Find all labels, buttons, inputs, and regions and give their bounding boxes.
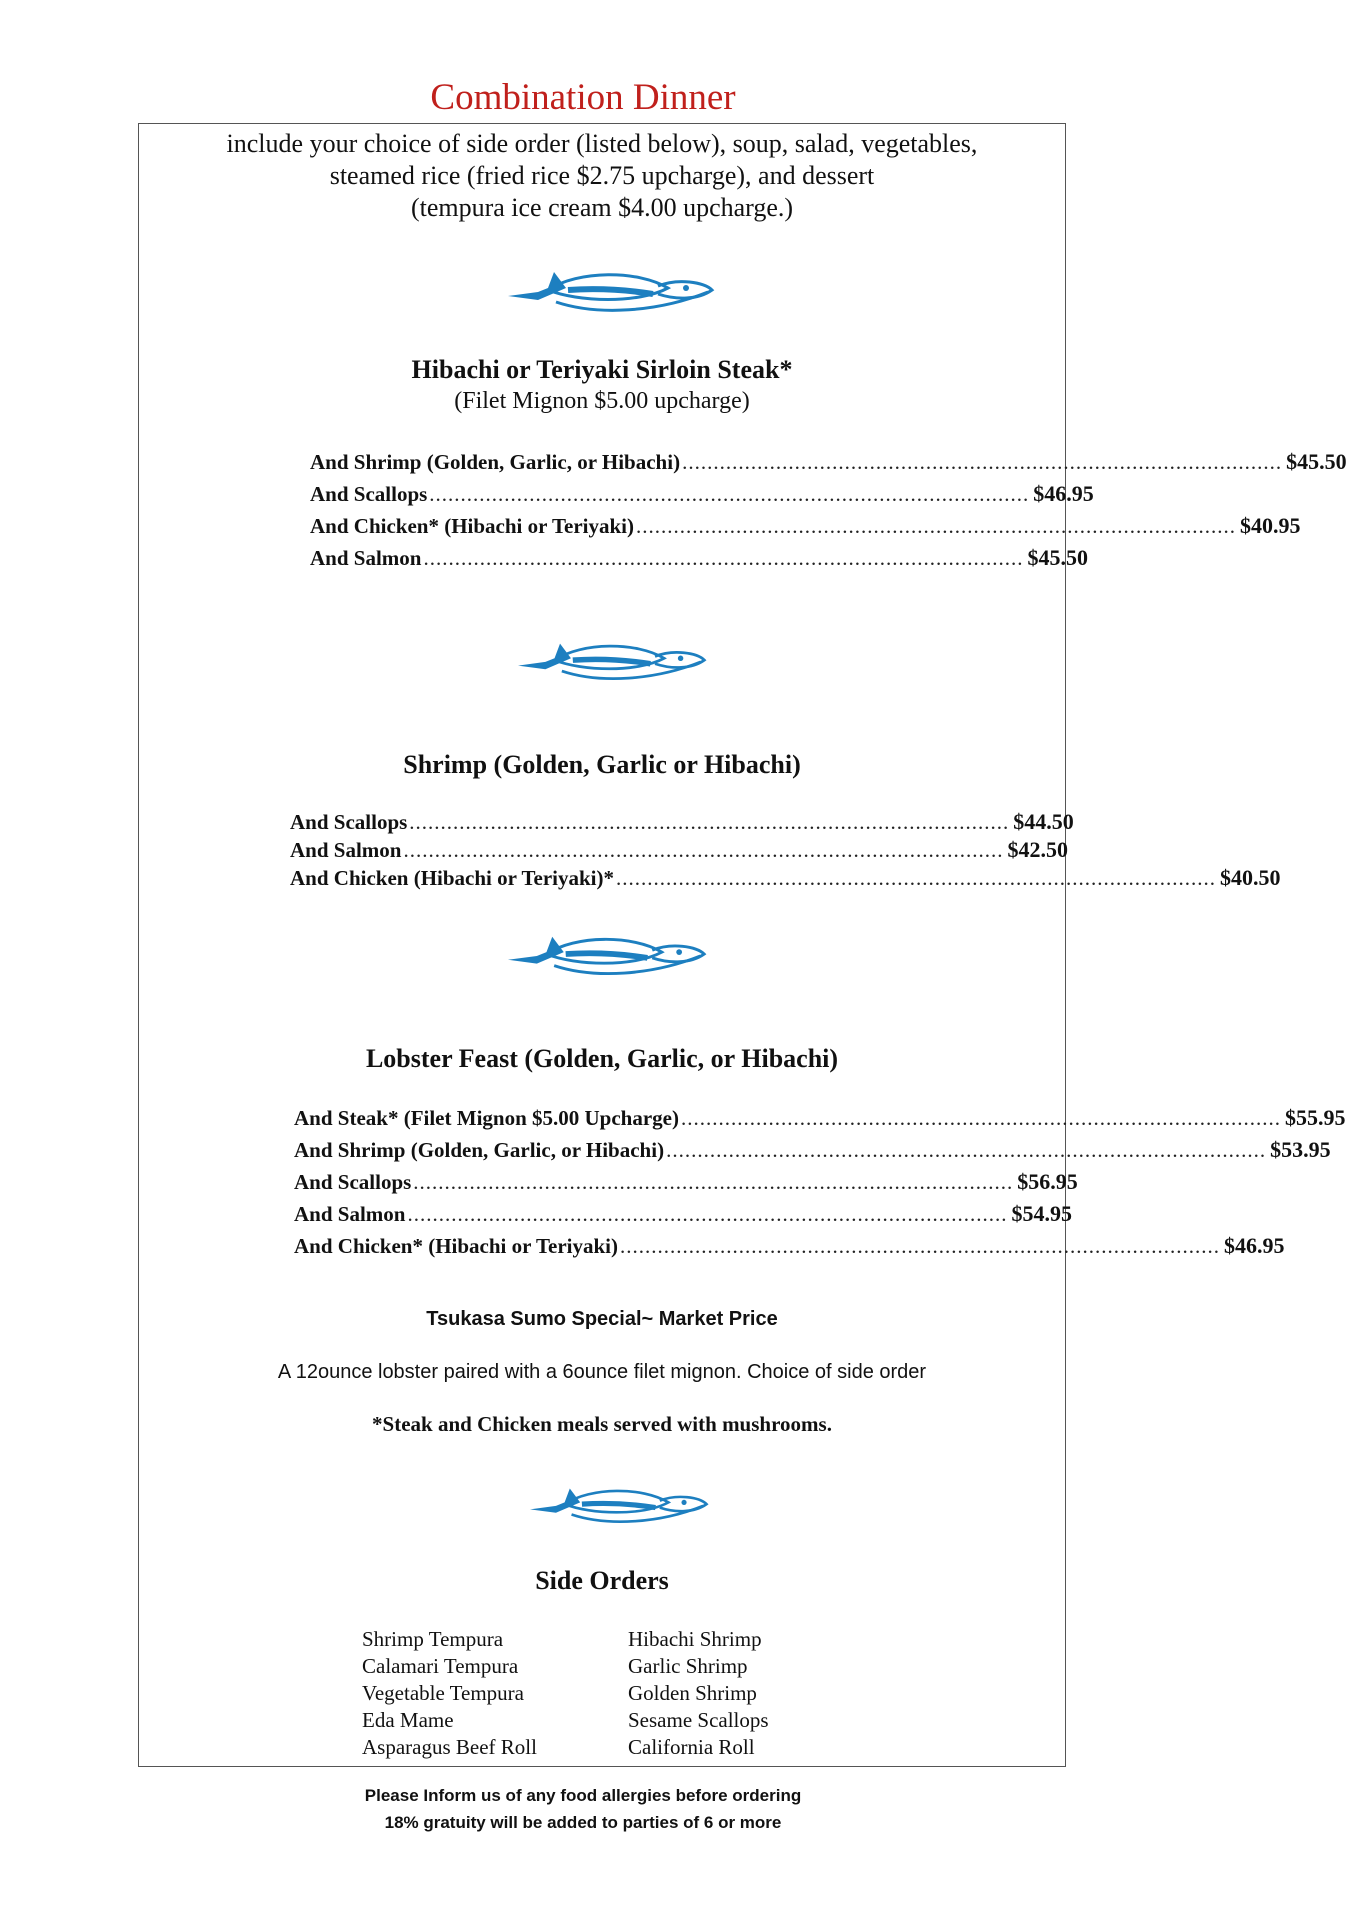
menu-item: And Chicken (Hibachi or Teriyaki)* ................................................................................................ $40.50 xyxy=(290,865,1281,890)
menu-item: And Scallops ................................................................................................ $46.95 xyxy=(310,481,1094,506)
gratuity-note: 18% gratuity will be added to parties of 6 or more xyxy=(384,1813,782,1832)
menu-item: And Salmon ................................................................................................ $42.50 xyxy=(290,837,1068,862)
list-item: Eda Mame xyxy=(362,1708,454,1732)
menu-item: And Steak* (Filet Mignon $5.00 Upcharge) ................................................................................................ $55.95 xyxy=(294,1105,1346,1130)
menu-item: And Scallops ................................................................................................ $56.95 xyxy=(294,1169,1078,1194)
steak-items xyxy=(310,446,1347,574)
page-title: Combination Dinner xyxy=(430,77,736,118)
fish-icon xyxy=(518,636,708,686)
list-item: Calamari Tempura xyxy=(362,1654,519,1678)
allergy-note: Please Inform us of any food allergies before ordering xyxy=(364,1786,802,1805)
list-item: Sesame Scallops xyxy=(628,1708,769,1732)
list-item: Shrimp Tempura xyxy=(362,1627,504,1651)
lobster-section-title: Lobster Feast (Golden, Garlic, or Hibachi) xyxy=(365,1044,839,1073)
list-item: Hibachi Shrimp xyxy=(628,1627,762,1651)
list-item: California Roll xyxy=(628,1735,755,1759)
fish-icon xyxy=(530,1480,710,1530)
menu-item: And Salmon ................................................................................................ $54.95 xyxy=(294,1201,1072,1226)
intro-line: include your choice of side order (listed below), soup, salad, vegetables, xyxy=(226,129,978,158)
footer-notice xyxy=(0,1782,1166,1836)
mushroom-note: *Steak and Chicken meals served with mushrooms. xyxy=(372,1412,832,1436)
fish-icon xyxy=(508,266,716,316)
menu-item: And Scallops ................................................................................................ $44.50 xyxy=(290,809,1074,834)
lobster-items xyxy=(294,1102,1346,1262)
list-item: Asparagus Beef Roll xyxy=(362,1735,537,1759)
menu-item: And Shrimp (Golden, Garlic, or Hibachi) ................................................................................................ $45.50 xyxy=(310,449,1347,474)
list-item: Garlic Shrimp xyxy=(628,1654,748,1678)
menu-item: And Shrimp (Golden, Garlic, or Hibachi) ................................................................................................ $53.95 xyxy=(294,1137,1331,1162)
side-orders-right xyxy=(628,1626,769,1761)
special-description: A 12ounce lobster paired with a 6ounce filet mignon. Choice of side order xyxy=(277,1361,927,1383)
steak-section-subtitle: (Filet Mignon $5.00 upcharge) xyxy=(454,388,750,414)
intro-line: steamed rice (fried rice $2.75 upcharge), and dessert xyxy=(329,161,875,190)
menu-item: And Chicken* (Hibachi or Teriyaki) ................................................................................................ $46.95 xyxy=(294,1233,1285,1258)
list-item: Golden Shrimp xyxy=(628,1681,757,1705)
side-orders-title: Side Orders xyxy=(535,1566,669,1595)
intro-line: (tempura ice cream $4.00 upcharge.) xyxy=(410,193,794,222)
menu-item: And Chicken* (Hibachi or Teriyaki) ................................................................................................ $40.95 xyxy=(310,513,1301,538)
special-title: Tsukasa Sumo Special~ Market Price xyxy=(426,1308,778,1330)
menu-item: And Salmon ................................................................................................ $45.50 xyxy=(310,545,1088,570)
intro-text xyxy=(138,128,1066,224)
list-item: Vegetable Tempura xyxy=(362,1681,524,1705)
shrimp-items xyxy=(290,808,1281,892)
shrimp-section-title: Shrimp (Golden, Garlic or Hibachi) xyxy=(403,750,801,779)
steak-section-title: Hibachi or Teriyaki Sirloin Steak* xyxy=(411,355,793,384)
fish-icon xyxy=(508,930,708,980)
side-orders-left xyxy=(362,1626,537,1761)
